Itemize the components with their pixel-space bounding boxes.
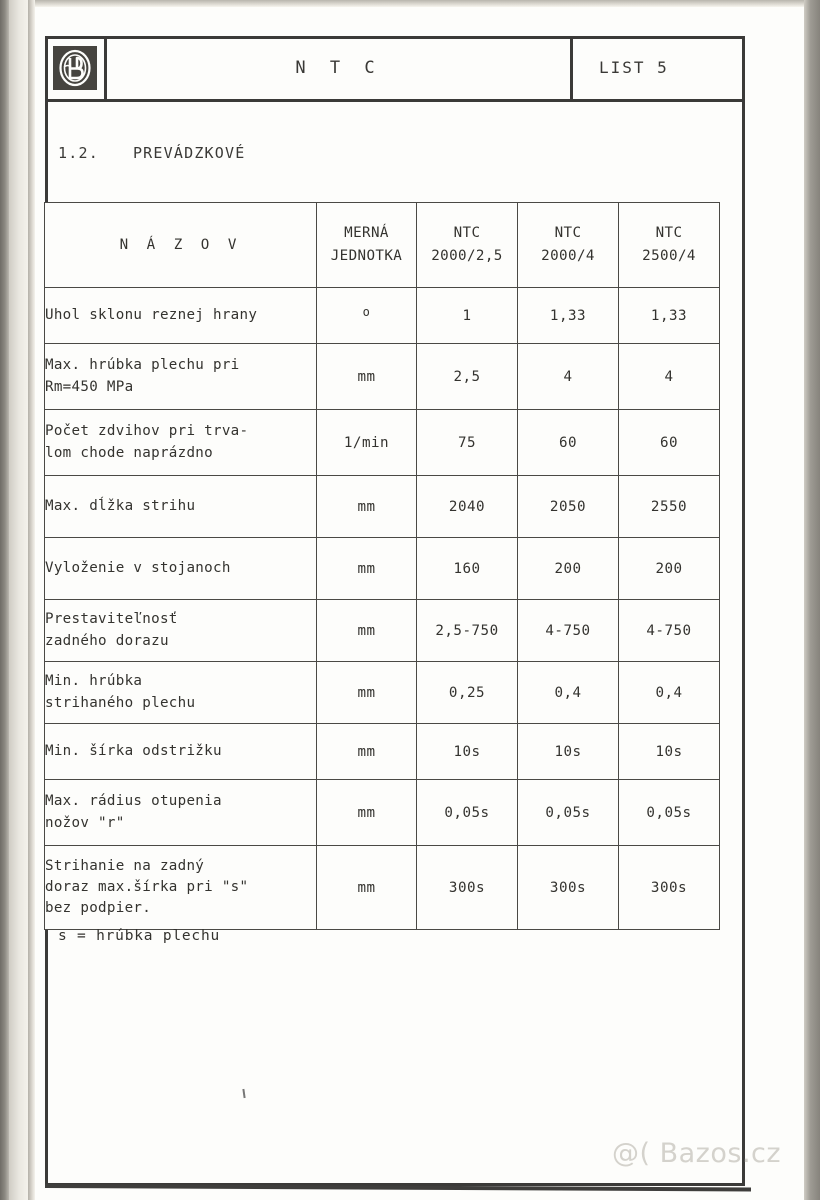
row-name-line: bez podpier.	[45, 900, 152, 917]
table-row	[45, 288, 720, 344]
header-model-1-line1: NTC	[453, 224, 481, 241]
row-name-line: Min. hrúbka	[45, 673, 143, 690]
row-name-cell	[45, 344, 317, 410]
title-block	[45, 36, 745, 102]
row-name-line: nožov "r"	[45, 814, 125, 831]
row-unit-cell	[317, 410, 417, 476]
table-row	[45, 662, 720, 724]
scan-top-edge	[0, 0, 820, 7]
row-value-cell-3: 200	[619, 538, 720, 600]
row-name-cell	[45, 780, 317, 846]
row-name-line: Strihanie na zadný	[45, 857, 205, 874]
row-value-cell-2: 4-750	[518, 600, 619, 662]
header-model-2-line2: 2000/4	[541, 248, 595, 264]
table-row	[45, 780, 720, 846]
row-unit-cell	[317, 846, 417, 930]
row-value-cell-1: 2,5	[417, 344, 518, 410]
row-unit-value: mm	[357, 879, 376, 896]
title-block-center-cell	[107, 36, 573, 99]
row-value-cell-1: 1	[417, 288, 518, 344]
row-unit-value: mm	[357, 560, 376, 577]
row-value-cell-3: 300s	[619, 846, 720, 930]
row-name-line: Max. hrúbka plechu pri	[45, 357, 240, 374]
row-unit-cell	[317, 600, 417, 662]
row-name-cell	[45, 600, 317, 662]
company-monogram-b-icon	[53, 46, 97, 90]
row-value-cell-3: 2550	[619, 476, 720, 538]
row-value-cell-2: 60	[518, 410, 619, 476]
row-name-line: Min. šírka odstrižku	[45, 742, 222, 759]
row-value-cell-1: 75	[417, 410, 518, 476]
row-value-cell-3: 0,4	[619, 662, 720, 724]
row-name-line: Max. dĺžka strihu	[45, 497, 196, 514]
row-value-cell-1: 2,5-750	[417, 600, 518, 662]
row-value-cell-3: 4-750	[619, 600, 720, 662]
header-unit	[317, 203, 417, 288]
row-unit-value: mm	[357, 684, 376, 701]
book-binding-shadow	[0, 0, 9, 1200]
row-value-cell-2: 0,4	[518, 662, 619, 724]
row-value-cell-1: 0,25	[417, 662, 518, 724]
row-value-cell-2: 4	[518, 344, 619, 410]
row-unit-value: mm	[357, 498, 376, 515]
row-value-cell-2: 300s	[518, 846, 619, 930]
row-unit-cell	[317, 288, 417, 344]
row-unit-cell	[317, 538, 417, 600]
table-row	[45, 724, 720, 780]
table-header-row	[45, 203, 720, 288]
document-title: N T C	[295, 57, 382, 78]
row-value-cell-2: 1,33	[518, 288, 619, 344]
table-body	[45, 288, 720, 930]
row-value-cell-1: 160	[417, 538, 518, 600]
row-value-cell-1: 0,05s	[417, 780, 518, 846]
row-name-cell	[45, 410, 317, 476]
row-name-line: lom chode naprázdno	[45, 444, 213, 461]
row-unit-cell	[317, 476, 417, 538]
section-heading	[58, 144, 245, 162]
table-row	[45, 344, 720, 410]
title-block-logo-cell	[45, 36, 107, 99]
row-name-line: strihaného plechu	[45, 694, 196, 711]
row-name-line: Prestaviteľnosť	[45, 611, 178, 628]
row-value-cell-1: 2040	[417, 476, 518, 538]
row-name-cell	[45, 846, 317, 930]
section-title: PREVÁDZKOVÉ	[132, 144, 246, 162]
header-unit-line2: JEDNOTKA	[330, 248, 403, 264]
row-value-cell-3: 0,05s	[619, 780, 720, 846]
table-header-row-group	[45, 203, 720, 288]
row-unit-cell	[317, 780, 417, 846]
header-model-3-line2: 2500/4	[642, 248, 696, 264]
specifications-table	[44, 202, 720, 930]
scan-right-edge	[804, 0, 820, 1200]
header-model-2-line1: NTC	[554, 224, 582, 241]
row-unit-value: o	[362, 305, 371, 320]
row-value-cell-3: 60	[619, 410, 720, 476]
table-row	[45, 476, 720, 538]
table-row	[45, 600, 720, 662]
row-name-line: Vyloženie v stojanoch	[45, 559, 231, 576]
row-value-cell-1: 300s	[417, 846, 518, 930]
row-unit-cell	[317, 344, 417, 410]
row-value-cell-2: 2050	[518, 476, 619, 538]
row-name-line: Počet zdvihov pri trva-	[45, 423, 249, 440]
row-value-cell-3: 4	[619, 344, 720, 410]
header-unit-line1: MERNÁ	[344, 224, 389, 241]
header-name: N Á Z O V	[45, 203, 317, 288]
footnote: s = hrúbka plechu	[58, 928, 221, 944]
row-unit-value: mm	[357, 368, 376, 385]
table-row	[45, 410, 720, 476]
header-model-3-line1: NTC	[655, 224, 683, 241]
row-value-cell-1: 10s	[417, 724, 518, 780]
header-model-2	[518, 203, 619, 288]
row-value-cell-3: 10s	[619, 724, 720, 780]
header-model-1	[417, 203, 518, 288]
row-value-cell-2: 200	[518, 538, 619, 600]
row-name-cell	[45, 288, 317, 344]
row-value-cell-2: 10s	[518, 724, 619, 780]
table-row	[45, 538, 720, 600]
row-value-cell-3: 1,33	[619, 288, 720, 344]
table-row	[45, 846, 720, 930]
row-name-line: doraz max.šírka pri "s"	[45, 878, 249, 895]
row-name-line: zadného dorazu	[45, 632, 169, 649]
row-name-cell	[45, 476, 317, 538]
page-fold-line	[28, 0, 35, 1200]
title-block-sheet-cell	[573, 36, 745, 99]
site-watermark: @( Bazos.cz	[612, 1138, 782, 1169]
row-name-cell	[45, 662, 317, 724]
header-model-3	[619, 203, 720, 288]
row-name-line: Rm=450 MPa	[45, 378, 134, 395]
row-name-line: Uhol sklonu reznej hrany	[45, 306, 258, 323]
row-unit-value: 1/min	[343, 434, 390, 451]
section-number: 1.2.	[58, 144, 99, 162]
row-unit-cell	[317, 724, 417, 780]
row-name-cell	[45, 724, 317, 780]
row-unit-value: mm	[357, 743, 376, 760]
row-value-cell-2: 0,05s	[518, 780, 619, 846]
row-name-line: Max. rádius otupenia	[45, 793, 222, 810]
sheet-number-label: LIST 5	[599, 58, 669, 77]
row-name-cell	[45, 538, 317, 600]
row-unit-value: mm	[357, 622, 376, 639]
header-model-1-line2: 2000/2,5	[431, 248, 503, 264]
row-unit-cell	[317, 662, 417, 724]
row-unit-value: mm	[357, 804, 376, 821]
